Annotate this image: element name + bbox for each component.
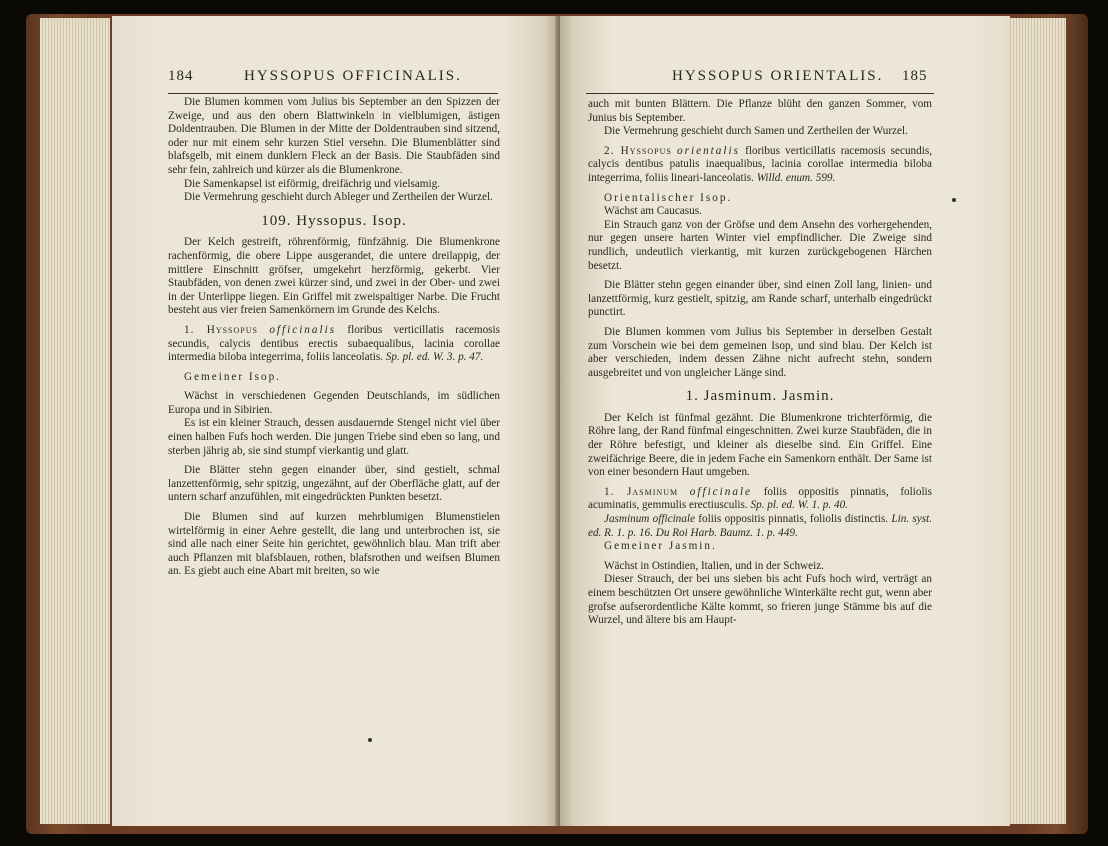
printer-mark — [952, 198, 956, 202]
paragraph: Die Blumen kommen vom Julius bis September an den Spizzen der Zweige, und aus den obern Blattwinkeln in vielblumigen, ästigen Doldentrauben. Die Blumen in der Mitte der Doldentrauben sind sitzend, oder nur mit einem sehr kurzen Stiel versehn. Die Blumenblätter sind blafsgelb, mit einem dunklern Fleck an der Basis. Die Staubfäden sind sehr fein, zahlreich und kürzer als die Blumenkrone. — [168, 96, 500, 176]
paragraph: Dieser Strauch, der bei uns sieben bis acht Fufs hoch wird, verträgt an einem beschützten Ort unsere gewöhnliche Winterkälte recht gut, wenn aber grofse aufserordentliche Kälte kommt, so frieren junge Stämme bis auf die Wurzel, und ältere bis am Haupt- — [588, 573, 932, 627]
species-diagnosis: foliis oppositis pinnatis, foliolis acuminatis, gemmulis erectiusculis. — [588, 485, 933, 512]
left-page-edges — [40, 18, 110, 824]
citation: Lin. syst. ed. R. 1. p. 16. Du Roi Harb. Baumz. 1. p. 449. — [588, 513, 933, 539]
right-running-head: HYSSOPUS ORIENTALIS. — [672, 68, 884, 84]
synonym-diagnosis: foliis oppositis pinnatis, foliolis distinctis. — [698, 513, 889, 526]
paragraph: Die Blätter stehn gegen einander über, sind gestielt, schmal lanzettenförmig, sehr spitzig, ungezähnt, auf der Oberfläche glatt, auf der untern scharf anzufühlen, mit eingedrückten Punkten besetzt. — [168, 464, 500, 504]
paragraph: Die Vermehrung geschieht durch Ableger und Zertheilen der Wurzel. — [184, 191, 493, 204]
paragraph: Die Blumen kommen vom Julius bis September in derselben Gestalt zum Vorschein wie bei dem gemeinen Isop, und sind blau. Der Kelch ist aber verschieden, indem dessen Zähne nicht aufrecht stehn, sondern ausgebreitet und von ungleicher Länge sind. — [588, 325, 932, 379]
common-name: Gemeiner Jasmin. — [604, 540, 717, 553]
paragraph: Ein Strauch ganz von der Gröfse und dem Ansehn des vorhergehenden, nur gegen unsere harten Winter viel empfindlicher. Die Zweige sind rundlich, undeutlich vierkantig, mit kurzen zurückgebogenen Härchen besetzt. — [588, 218, 932, 272]
paragraph: Die Samenkapsel ist eiförmig, dreifächrig und vielsamig. — [184, 177, 441, 190]
paragraph: Die Blätter stehn gegen einander über, sind einen Zoll lang, linien- und lanzettförmig, kurz gestielt, spitzig, am Rande scharf, unterhalb eingedrückt punctirt. — [588, 279, 932, 319]
left-page — [112, 16, 558, 826]
synonym-name: Jasminum officinale — [604, 513, 695, 526]
right-page — [560, 16, 1010, 826]
paragraph: Die Vermehrung geschieht durch Samen und Zertheilen der Wurzel. — [604, 125, 908, 138]
species-epithet: orientalis — [677, 144, 740, 157]
common-name: Orientalischer Isop. — [604, 191, 733, 204]
header-rule — [168, 93, 498, 94]
paragraph: Der Kelch ist fünfmal gezähnt. Die Blumenkrone trichterförmig, die Röhre lang, der Rand fünfmal eingeschnitten. Zwei kurze Staubfäden, die in der Röhre befestigt, und kleiner als dieselbe sind. Ein Griffel. Eine zweifächrige Beere, die in jedem Fache ein Samenkorn enthält. Der Same ist von einer besondern Haut umgeben. — [588, 411, 932, 479]
paragraph: Die Blumen sind auf kurzen mehrblumigen Blumenstielen wirtelförmig in einer Aehre gestellt, die lang und unterbrochen ist, sie sind alle nach einer Seite hin gerichtet, gewöhnlich blau. Man trift aber auch Pflanzen mit blafsblauen, rothen, blafsrothen und weifsen Blumen an. Es giebt auch eine Abart mit breiten, so wie — [168, 511, 500, 578]
left-running-header — [168, 68, 498, 92]
species-description — [588, 145, 932, 186]
synonym — [588, 513, 932, 540]
citation: Sp. pl. ed. W. 3. p. 47. — [385, 351, 484, 364]
header-rule — [586, 93, 934, 94]
species-number-genus: 1. Jasminum — [604, 485, 679, 498]
species-epithet: officinalis — [269, 323, 337, 336]
species-description — [588, 486, 932, 513]
common-name: Gemeiner Isop. — [184, 370, 281, 383]
left-page-body — [168, 96, 500, 579]
species-description — [168, 324, 500, 365]
right-running-header — [586, 68, 934, 92]
printer-mark — [368, 738, 372, 742]
left-page-number: 184 — [168, 68, 194, 84]
section-heading: 109. Hyssopus. Isop. — [261, 212, 407, 229]
right-page-body — [588, 98, 932, 628]
paragraph: Es ist ein kleiner Strauch, dessen ausdauernde Stengel nicht viel über einen halben Fufs hoch werden. Die jungen Triebe sind eben so lang, und sterben jährig ab, sie sind stumpf vierkantig und glatt. — [168, 417, 500, 457]
species-epithet: officinale — [689, 485, 753, 498]
right-page-edges — [1008, 18, 1066, 824]
species-number-genus: 1. Hyssopus — [184, 323, 258, 336]
section-heading: 1. Jasminum. Jasmin. — [685, 388, 835, 405]
paragraph: Wächst in verschiedenen Gegenden Deutschlands, im südlichen Europa und in Sibirien. — [168, 390, 500, 416]
species-number-genus: 2. Hyssopus — [604, 144, 672, 157]
paragraph: Wächst am Caucasus. — [604, 205, 702, 218]
paragraph: auch mit bunten Blättern. Die Pflanze blüht den ganzen Sommer, vom Junius bis September. — [588, 98, 932, 124]
paragraph: Wächst in Ostindien, Italien, und in der Schweiz. — [604, 559, 824, 572]
citation: Willd. enum. 599. — [756, 171, 836, 184]
species-diagnosis: floribus verticillatis racemosis secundis, calycis dentibus patulis inaequalibus, lacinia corollae intermedia biloba integerrima, foliis lineari-lanceolatis. — [588, 144, 932, 184]
citation: Sp. pl. ed. W. 1. p. 40. — [750, 499, 848, 512]
species-diagnosis: floribus verticillatis racemosis secundis, calycis dentibus erectis subaequalibus, lacinia corollae intermedia biloba integerrima, foliis lanceolatis. — [168, 323, 500, 364]
left-running-head: HYSSOPUS OFFICINALIS. — [244, 68, 462, 84]
right-page-number: 185 — [902, 68, 928, 84]
paragraph: Der Kelch gestreift, röhrenförmig, fünfzähnig. Die Blumenkrone rachenförmig, die obere Lippe ausgerandet, die untere dreilappig, der mittlere Einschnitt gröfser, umgekehrt herzförmig, gekerbt. Vier Staubfäden, von denen zwei kürzer sind, und zwei in der Ober- und zwei in der Unterlippe liegen. Ein Griffel mit zweispaltiger Narbe. Die Frucht besteht aus vier freien Samenkörnern im Grunde des Kelchs. — [168, 236, 500, 317]
